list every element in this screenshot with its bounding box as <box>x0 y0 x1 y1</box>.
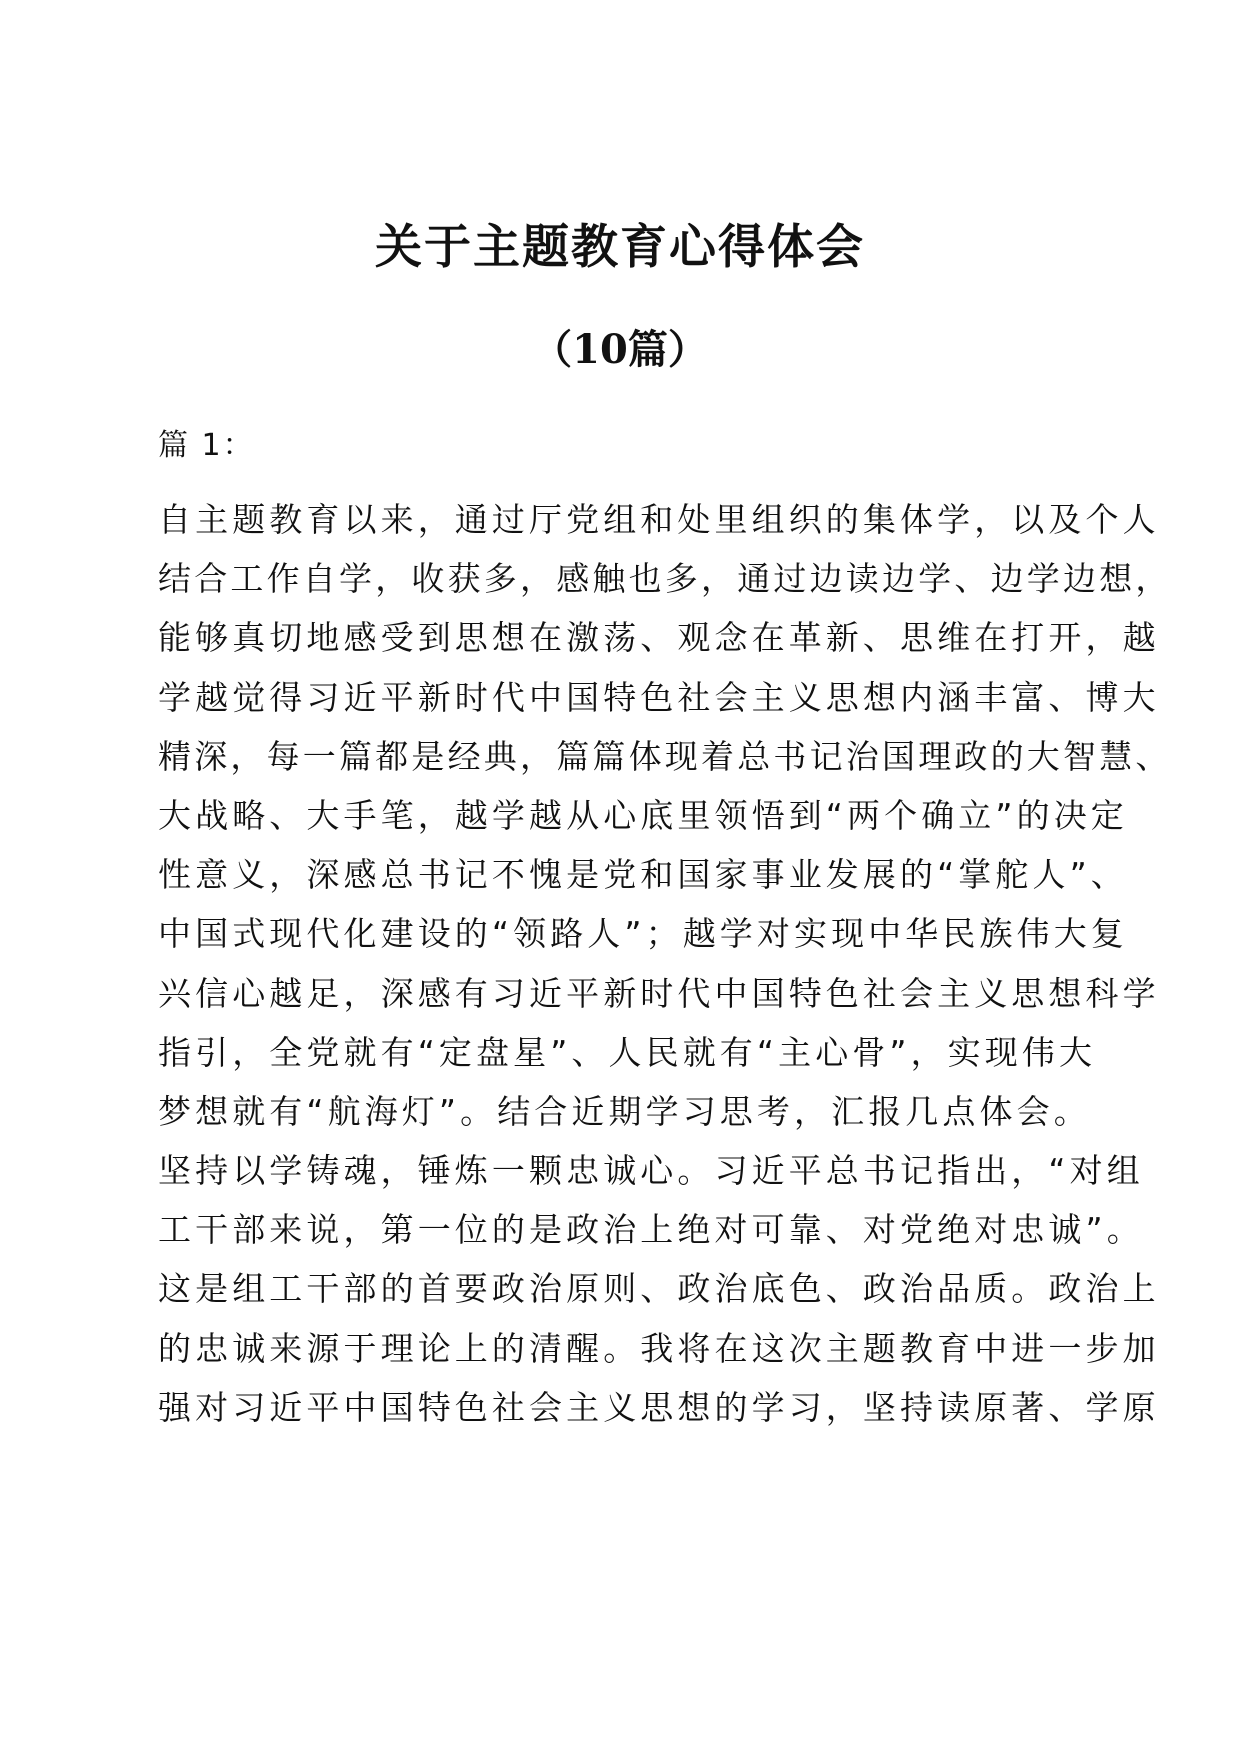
text-line: 工干部来说，第一位的是政治上绝对可靠、对党绝对忠诚”。 <box>158 1210 1144 1250</box>
text-line: 这是组工干部的首要政治原则、政治底色、政治品质。政治上 <box>158 1269 1160 1309</box>
text-line: 强对习近平中国特色社会主义思想的学习，坚持读原著、学原 <box>158 1387 1160 1427</box>
text-line: 的忠诚来源于理论上的清醒。我将在这次主题教育中进一步加 <box>158 1328 1160 1368</box>
text-line: 性意义，深感总书记不愧是党和国家事业发展的“掌舵人”、 <box>158 855 1128 895</box>
text-line: 坚持以学铸魂，锤炼一颗忠诚心。习近平总书记指出，“对组 <box>158 1151 1144 1191</box>
text-line: 中国式现代化建设的“领路人”；越学对实现中华民族伟大复 <box>158 914 1128 954</box>
text-line: 结合工作自学，收获多，感触也多，通过边读边学、边学边想， <box>158 559 1172 599</box>
text-line: 指引，全党就有“定盘星”、人民就有“主心骨”，实现伟大 <box>158 1032 1097 1072</box>
document-subtitle: （10篇） <box>532 326 708 373</box>
chapter-label: 篇 1： <box>158 428 255 463</box>
text-line: 梦想就有“航海灯”。结合近期学习思考，汇报几点体会。 <box>158 1091 1091 1131</box>
text-line: 兴信心越足，深感有习近平新时代中国特色社会主义思想科学 <box>158 973 1160 1013</box>
text-line: 学越觉得习近平新时代中国特色社会主义思想内涵丰富、博大 <box>158 677 1160 717</box>
text-line: 能够真切地感受到思想在激荡、观念在革新、思维在打开，越 <box>158 618 1160 658</box>
text-line: 自主题教育以来，通过厅党组和处里组织的集体学，以及个人 <box>158 500 1160 539</box>
text-line: 大战略、大手笔，越学越从心底里领悟到“两个确立”的决定 <box>158 795 1128 835</box>
text-line: 精深，每一篇都是经典，篇篇体现着总书记治国理政的大智慧、 <box>158 736 1172 776</box>
body-text <box>158 490 1172 1437</box>
document-title: 关于主题教育心得体会 <box>375 220 865 275</box>
